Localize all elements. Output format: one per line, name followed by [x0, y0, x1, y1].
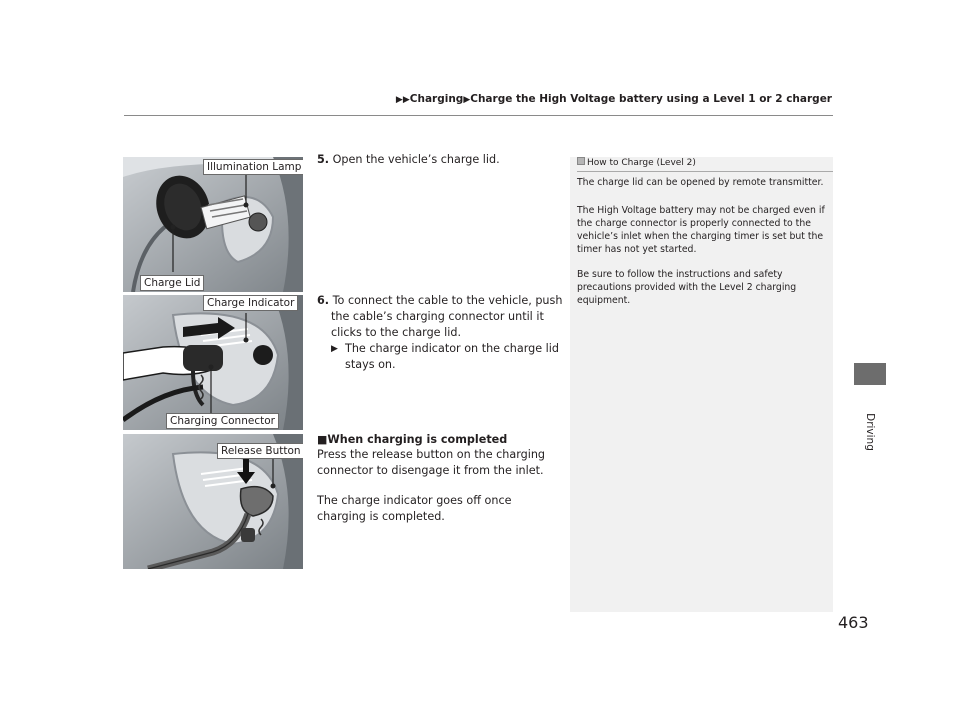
charge-lid-illustration: [123, 157, 303, 292]
step-6: [317, 293, 569, 341]
side-note-panel: [570, 157, 833, 612]
breadcrumb-item-charging[interactable]: Charging: [409, 93, 464, 105]
completion-paragraph-2: The charge indicator goes off once charging is completed.: [317, 494, 512, 523]
connector-inserted-illustration: [123, 295, 303, 430]
callout-illumination-lamp: Illumination Lamp: [203, 159, 303, 175]
callout-charging-connector: Charging Connector: [166, 413, 279, 429]
note-marker-icon: [577, 157, 585, 165]
breadcrumb-item-current: Charge the High Voltage battery using a Level 1 or 2 charger: [470, 93, 832, 105]
page-number: 463: [838, 613, 869, 632]
callout-charge-lid: Charge Lid: [140, 275, 204, 291]
figure-charge-lid-open: [123, 157, 303, 292]
figure-release-button: [123, 434, 303, 569]
step-6-result-text: The charge indicator on the charge lid stays on.: [345, 342, 559, 371]
section-tab-label: Driving: [864, 413, 876, 451]
step-6-text: To connect the cable to the vehicle, push the cable’s charging connector until it clicks to the charge lid.: [331, 294, 563, 339]
side-note-paragraph-1: The charge lid can be opened by remote transmitter.: [577, 177, 824, 188]
figure-connector-inserted: [123, 295, 303, 430]
breadcrumb-arrow-icon: ▶▶: [395, 95, 410, 105]
step-6-result: [331, 341, 571, 373]
side-note-rule: [577, 171, 833, 172]
callout-release-button: Release Button: [217, 443, 303, 459]
header-rule: [124, 115, 833, 116]
breadcrumb-arrow-icon: ▶: [463, 95, 471, 105]
step-5-number: 5.: [317, 153, 330, 166]
breadcrumb: [0, 93, 832, 105]
section-square-icon: ■: [317, 433, 328, 446]
completion-heading-text: When charging is completed: [327, 433, 508, 446]
callout-charge-indicator: Charge Indicator: [203, 295, 298, 311]
completion-paragraph-1: Press the release button on the charging connector to disengage it from the inlet.: [317, 448, 546, 477]
section-tab-marker: [854, 363, 886, 385]
side-note-title-text: How to Charge (Level 2): [587, 158, 696, 168]
side-note-paragraph-3: Be sure to follow the instructions and safety precautions provided with the Level 2 charging equipment.: [577, 269, 797, 306]
step-5-text: Open the vehicle’s charge lid.: [332, 153, 500, 166]
side-note-paragraph-2: The High Voltage battery may not be charged even if the charge connector is properly connected to the vehicle’s inlet when the charging timer is set but the timer has not yet started.: [577, 205, 825, 255]
step-5: [317, 152, 557, 168]
side-note-title: [577, 157, 696, 168]
result-arrow-icon: ▶: [331, 344, 338, 354]
completion-heading: [317, 432, 557, 448]
step-6-number: 6.: [317, 294, 330, 307]
